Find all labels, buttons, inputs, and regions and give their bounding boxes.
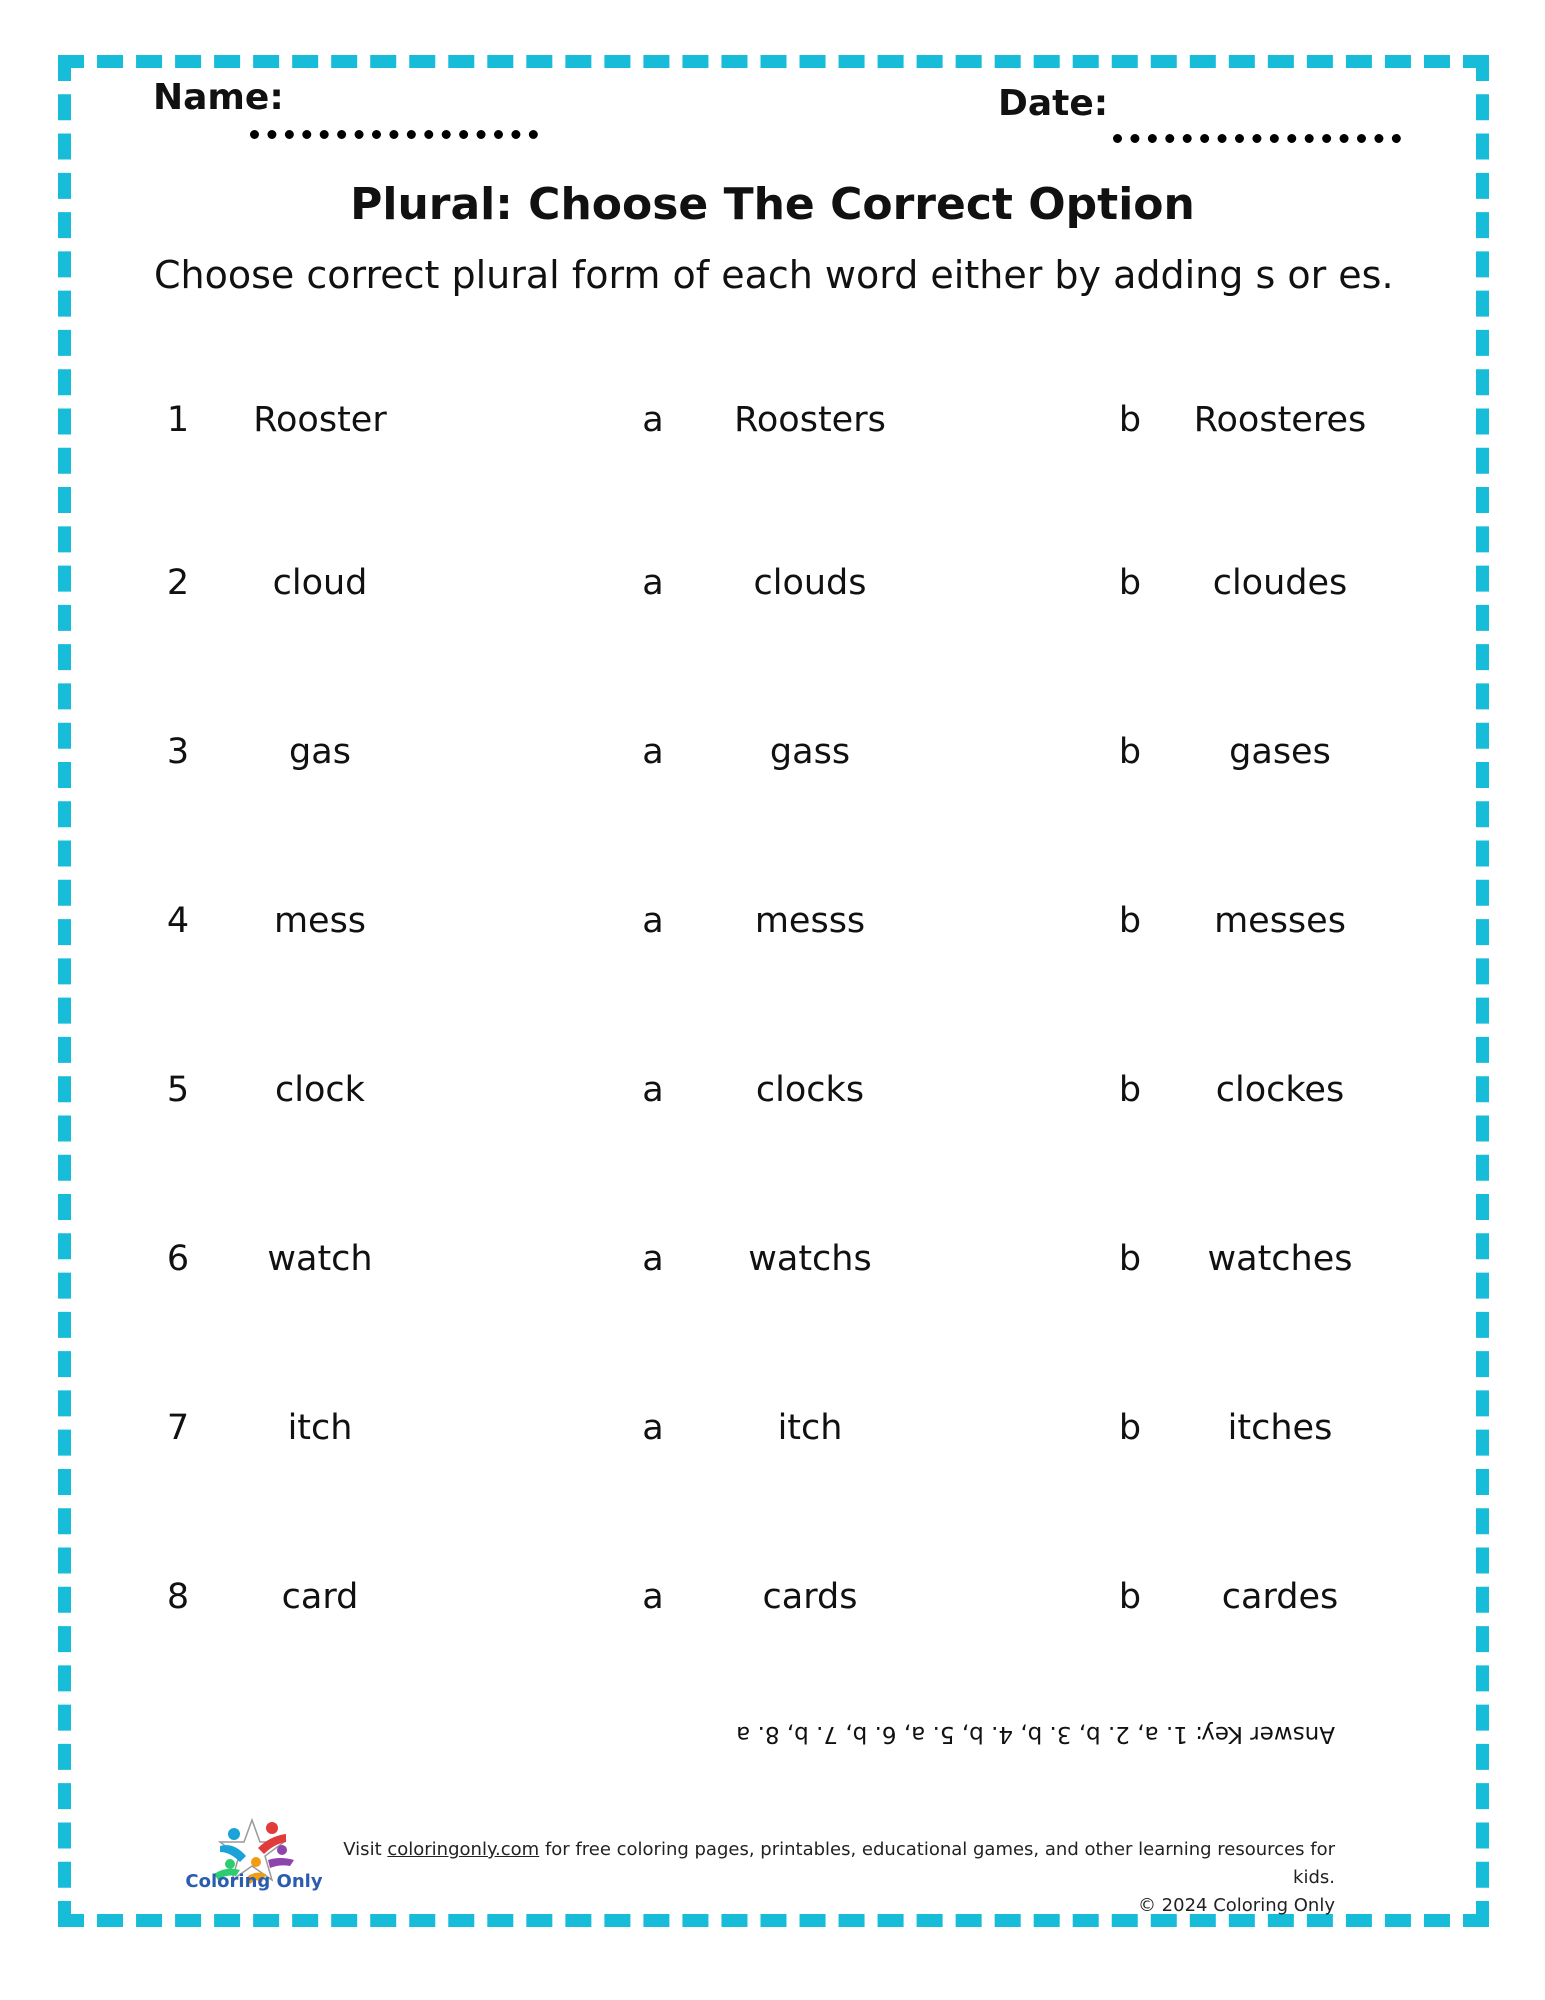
option-a[interactable]: cards — [762, 1577, 858, 1617]
question-word: Rooster — [253, 400, 387, 440]
option-b[interactable]: watches — [1207, 1239, 1353, 1279]
question-word: itch — [287, 1408, 353, 1448]
option-b-letter[interactable]: b — [1118, 1577, 1142, 1617]
option-b[interactable]: gases — [1229, 732, 1331, 772]
question-word: mess — [273, 901, 367, 941]
option-a-letter[interactable]: a — [642, 1408, 664, 1448]
question-number: 3 — [166, 732, 190, 772]
question-row — [0, 1398, 1545, 1458]
footer-link[interactable]: coloringonly.com — [387, 1839, 540, 1860]
date-blank-line[interactable] — [1113, 134, 1401, 143]
question-number: 2 — [166, 563, 190, 603]
question-row — [0, 1229, 1545, 1289]
option-a[interactable]: clocks — [755, 1070, 865, 1110]
option-a-letter[interactable]: a — [642, 400, 664, 440]
question-word: clock — [275, 1070, 365, 1110]
question-number: 5 — [166, 1070, 190, 1110]
option-a-letter[interactable]: a — [642, 1070, 664, 1110]
option-b[interactable]: cloudes — [1212, 563, 1348, 603]
option-a-letter[interactable]: a — [642, 1577, 664, 1617]
question-row — [0, 1567, 1545, 1627]
logo-text: Coloring Only — [185, 1871, 323, 1892]
question-row — [0, 553, 1545, 613]
question-number: 6 — [166, 1239, 190, 1279]
option-a-letter[interactable]: a — [642, 732, 664, 772]
option-b-letter[interactable]: b — [1118, 1408, 1142, 1448]
date-label: Date: — [998, 83, 1109, 124]
question-row — [0, 722, 1545, 782]
footer-line — [340, 1836, 1335, 1892]
instructions: Choose correct plural form of each word either by adding s or es. — [154, 253, 1394, 297]
option-a[interactable]: watchs — [748, 1239, 872, 1279]
option-a-letter[interactable]: a — [642, 1239, 664, 1279]
question-word: gas — [289, 732, 351, 772]
option-b[interactable]: Roosteres — [1193, 400, 1367, 440]
copyright: © 2024 Coloring Only — [1137, 1895, 1335, 1916]
option-b-letter[interactable]: b — [1118, 1239, 1142, 1279]
question-number: 4 — [166, 901, 190, 941]
question-row — [0, 891, 1545, 951]
footer — [340, 1836, 1335, 1920]
option-a-letter[interactable]: a — [642, 563, 664, 603]
question-word: watch — [267, 1239, 373, 1279]
question-number: 8 — [166, 1577, 190, 1617]
option-b-letter[interactable]: b — [1118, 400, 1142, 440]
option-b[interactable]: messes — [1214, 901, 1346, 941]
option-a[interactable]: clouds — [753, 563, 867, 603]
option-a[interactable]: Roosters — [734, 400, 886, 440]
option-a-letter[interactable]: a — [642, 901, 664, 941]
option-b-letter[interactable]: b — [1118, 563, 1142, 603]
question-word: cloud — [272, 563, 368, 603]
question-row — [0, 1060, 1545, 1120]
option-b[interactable]: clockes — [1215, 1070, 1345, 1110]
footer-visit: Visit — [343, 1839, 382, 1860]
option-a[interactable]: itch — [777, 1408, 843, 1448]
question-number: 1 — [166, 400, 190, 440]
option-b-letter[interactable]: b — [1118, 732, 1142, 772]
option-b[interactable]: itches — [1227, 1408, 1333, 1448]
option-b[interactable]: cardes — [1221, 1577, 1339, 1617]
option-b-letter[interactable]: b — [1118, 1070, 1142, 1110]
option-b-letter[interactable]: b — [1118, 901, 1142, 941]
name-blank-line[interactable] — [250, 130, 538, 139]
question-number: 7 — [166, 1408, 190, 1448]
footer-text: for free coloring pages, printables, educational games, and other learning resources for kids. — [544, 1839, 1335, 1888]
page-title: Plural: Choose The Correct Option — [350, 179, 1195, 230]
option-a[interactable]: messs — [754, 901, 866, 941]
name-label: Name: — [153, 77, 284, 118]
dashed-border — [58, 55, 1489, 1927]
question-word: card — [281, 1577, 359, 1617]
answer-key-upside-down: Answer Key: 1. a, 2. b, 3. b, 4. b, 5. a, 6. b, 7. b, 8. a — [736, 1721, 1335, 1747]
question-row — [0, 390, 1545, 450]
option-a[interactable]: gass — [769, 732, 851, 772]
